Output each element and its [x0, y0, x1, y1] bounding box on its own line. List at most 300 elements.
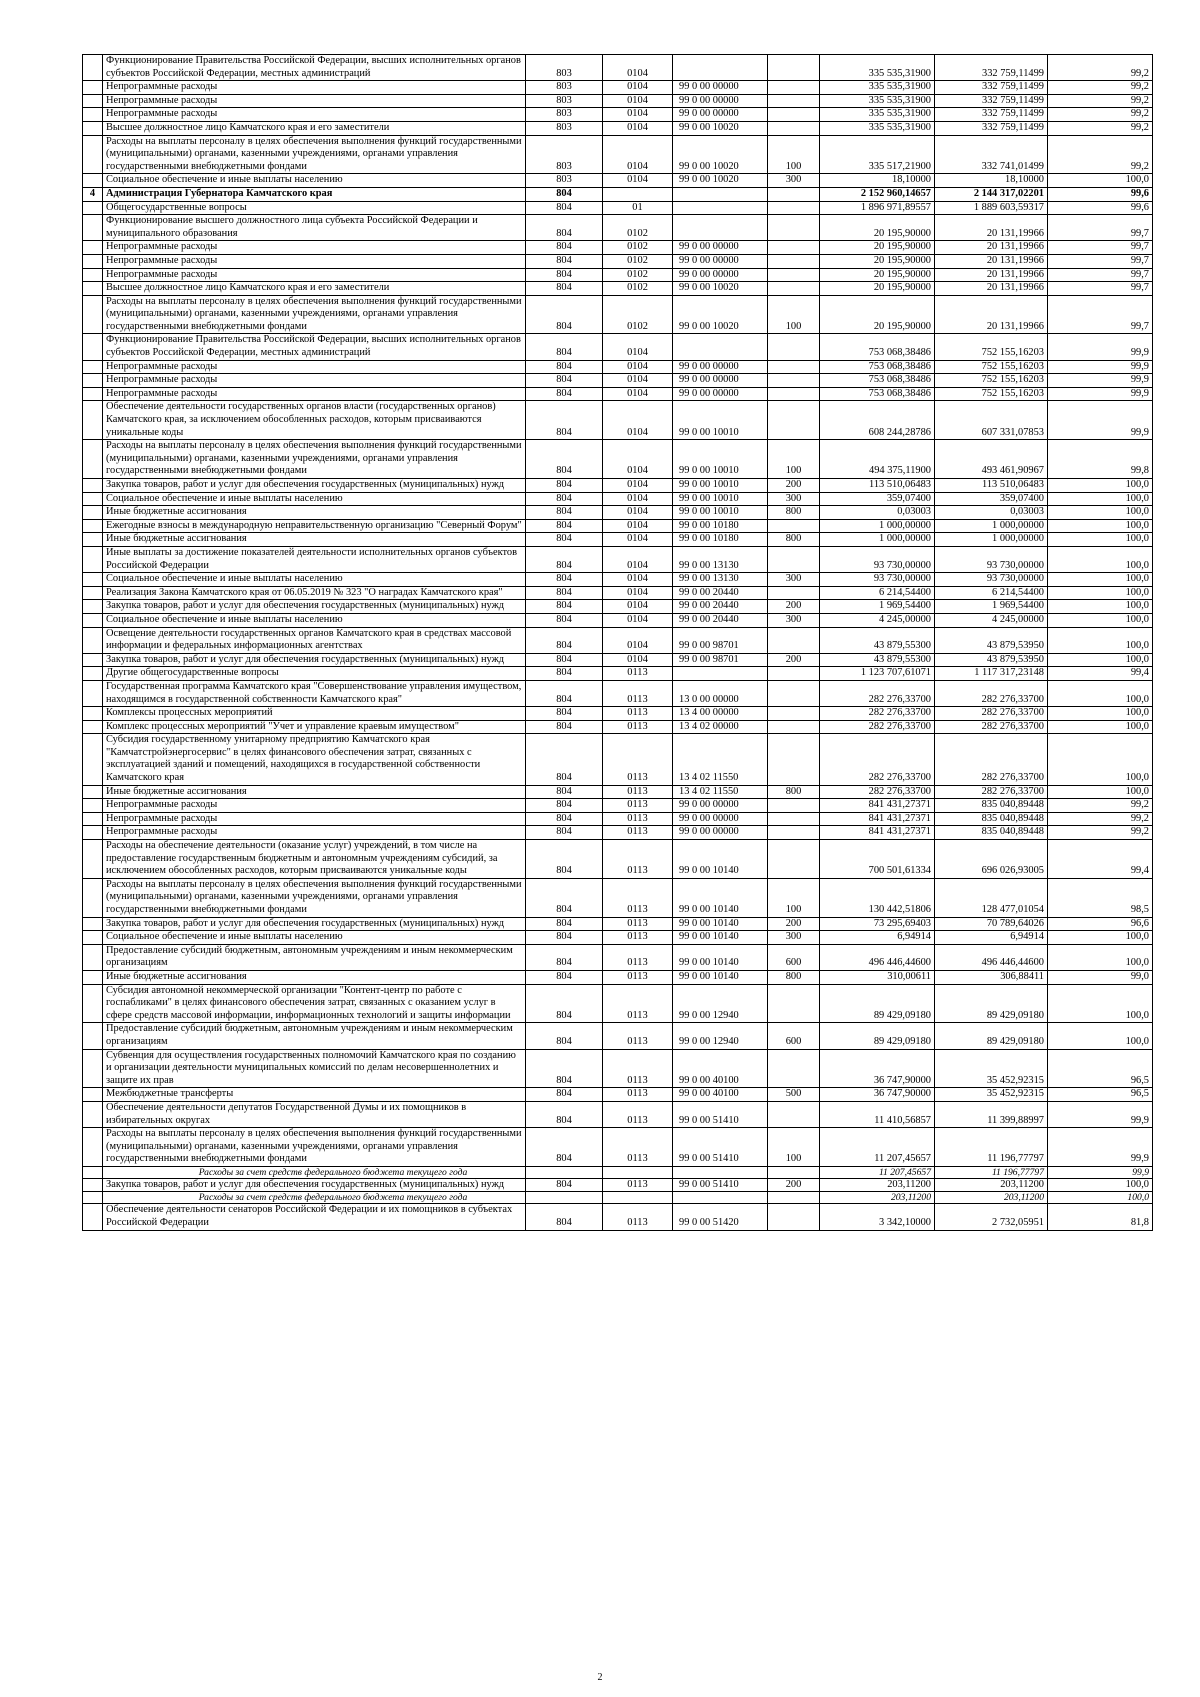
target-article-cell: 99 0 00 00000	[673, 826, 768, 840]
expense-name-cell: Обеспечение деятельности государственных органов власти (государственных органов) Камчатского края, за исключением обособленных расходов, которым присваиваются уникальные коды	[103, 401, 526, 440]
execution-percent-cell: 100,0	[1048, 785, 1153, 799]
target-article-cell: 99 0 00 10010	[673, 479, 768, 493]
section-code-cell: 0113	[603, 917, 673, 931]
table-row	[83, 970, 1153, 984]
expense-type-cell	[768, 1204, 820, 1230]
table-row	[83, 1166, 1153, 1178]
target-article-cell: 99 0 00 00000	[673, 94, 768, 108]
target-article-cell: 99 0 00 10020	[673, 121, 768, 135]
target-article-cell: 99 0 00 00000	[673, 812, 768, 826]
section-code-cell: 0113	[603, 720, 673, 734]
expense-type-cell	[768, 840, 820, 879]
plan-amount-cell: 1 000,00000	[820, 519, 935, 533]
target-article-cell: 99 0 00 13130	[673, 573, 768, 587]
target-article-cell: 13 4 02 11550	[673, 785, 768, 799]
grbs-code-cell: 804	[526, 479, 603, 493]
section-code-cell: 0104	[603, 492, 673, 506]
section-code-cell: 0113	[603, 1049, 673, 1088]
plan-amount-cell: 11 207,45657	[820, 1166, 935, 1178]
row-number-cell	[83, 1101, 103, 1127]
target-article-cell: 99 0 00 12940	[673, 1023, 768, 1049]
execution-percent-cell: 99,4	[1048, 667, 1153, 681]
row-number-cell	[83, 734, 103, 785]
execution-percent-cell: 96,5	[1048, 1049, 1153, 1088]
plan-amount-cell: 89 429,09180	[820, 984, 935, 1023]
expense-type-cell	[768, 215, 820, 241]
table-row	[83, 878, 1153, 917]
expense-name-cell: Непрограммные расходы	[103, 799, 526, 813]
fact-amount-cell: 20 131,19966	[935, 215, 1048, 241]
expense-name-cell: Расходы на выплаты персоналу в целях обеспечения выполнения функций государственными (муниципальными) органами, казенными учреждениями, органами управления государственными внебюджетными фондами	[103, 135, 526, 174]
plan-amount-cell: 282 276,33700	[820, 707, 935, 721]
grbs-code-cell: 804	[526, 840, 603, 879]
expense-type-cell	[768, 201, 820, 215]
expense-name-cell: Межбюджетные трансферты	[103, 1088, 526, 1102]
table-row	[83, 734, 1153, 785]
fact-amount-cell: 89 429,09180	[935, 1023, 1048, 1049]
table-row	[83, 1049, 1153, 1088]
plan-amount-cell: 494 375,11900	[820, 440, 935, 479]
table-row	[83, 1088, 1153, 1102]
section-code-cell: 0104	[603, 360, 673, 374]
target-article-cell: 99 0 00 10020	[673, 295, 768, 334]
target-article-cell: 13 4 02 11550	[673, 734, 768, 785]
expense-name-cell: Расходы на выплаты персоналу в целях обеспечения выполнения функций государственными (муниципальными) органами, казенными учреждениями, органами управления государственными внебюджетными фондами	[103, 295, 526, 334]
table-row	[83, 174, 1153, 188]
page-number: 2	[597, 1672, 603, 1683]
expense-type-cell	[768, 812, 820, 826]
execution-percent-cell: 99,7	[1048, 241, 1153, 255]
section-code-cell: 0113	[603, 1101, 673, 1127]
expense-name-cell: Расходы за счет средств федерального бюджета текущего года	[103, 1192, 526, 1204]
row-number-cell	[83, 878, 103, 917]
grbs-code-cell: 804	[526, 600, 603, 614]
fact-amount-cell: 20 131,19966	[935, 268, 1048, 282]
row-number-cell	[83, 1204, 103, 1230]
grbs-code-cell: 804	[526, 374, 603, 388]
execution-percent-cell: 100,0	[1048, 627, 1153, 653]
plan-amount-cell: 203,11200	[820, 1178, 935, 1192]
table-row	[83, 519, 1153, 533]
target-article-cell: 99 0 00 10140	[673, 840, 768, 879]
expense-type-cell	[768, 121, 820, 135]
target-article-cell: 99 0 00 98701	[673, 653, 768, 667]
table-row	[83, 360, 1153, 374]
plan-amount-cell: 753 068,38486	[820, 374, 935, 388]
grbs-code-cell: 804	[526, 1128, 603, 1167]
target-article-cell: 99 0 00 00000	[673, 799, 768, 813]
execution-percent-cell: 100,0	[1048, 734, 1153, 785]
target-article-cell: 99 0 00 10180	[673, 533, 768, 547]
execution-percent-cell: 99,2	[1048, 135, 1153, 174]
grbs-code-cell: 804	[526, 878, 603, 917]
fact-amount-cell: 306,88411	[935, 970, 1048, 984]
grbs-code-cell: 804	[526, 799, 603, 813]
table-row	[83, 282, 1153, 296]
table-row	[83, 1204, 1153, 1230]
row-number-cell: 4	[83, 187, 103, 201]
fact-amount-cell: 113 510,06483	[935, 479, 1048, 493]
section-code-cell: 0113	[603, 707, 673, 721]
target-article-cell: 99 0 00 10010	[673, 506, 768, 520]
table-row	[83, 135, 1153, 174]
section-code-cell: 0104	[603, 573, 673, 587]
expense-name-cell: Социальное обеспечение и иные выплаты населению	[103, 573, 526, 587]
plan-amount-cell: 282 276,33700	[820, 734, 935, 785]
target-article-cell: 99 0 00 10020	[673, 282, 768, 296]
row-number-cell	[83, 1128, 103, 1167]
fact-amount-cell: 43 879,53950	[935, 627, 1048, 653]
expense-type-cell: 100	[768, 878, 820, 917]
grbs-code-cell: 804	[526, 492, 603, 506]
plan-amount-cell: 496 446,44600	[820, 944, 935, 970]
target-article-cell	[673, 201, 768, 215]
target-article-cell: 99 0 00 10140	[673, 944, 768, 970]
expense-type-cell	[768, 1192, 820, 1204]
expense-type-cell: 100	[768, 1128, 820, 1167]
expense-name-cell: Иные бюджетные ассигнования	[103, 506, 526, 520]
expense-name-cell: Субсидия автономной некоммерческой организации "Контент-центр по работе с госпабликами" в целях финансового обеспечения затрат, связанных с оказанием услуг в сфере средств массовой информации, информационных технологий и защиты информации	[103, 984, 526, 1023]
expense-name-cell: Социальное обеспечение и иные выплаты населению	[103, 174, 526, 188]
section-code-cell: 0104	[603, 135, 673, 174]
expense-name-cell: Закупка товаров, работ и услуг для обеспечения государственных (муниципальных) нужд	[103, 1178, 526, 1192]
target-article-cell	[673, 215, 768, 241]
expense-type-cell	[768, 108, 820, 122]
expense-name-cell: Непрограммные расходы	[103, 826, 526, 840]
plan-amount-cell: 359,07400	[820, 492, 935, 506]
execution-percent-cell: 99,7	[1048, 295, 1153, 334]
grbs-code-cell: 804	[526, 1101, 603, 1127]
target-article-cell: 99 0 00 20440	[673, 613, 768, 627]
expense-name-cell: Расходы на выплаты персоналу в целях обеспечения выполнения функций государственными (муниципальными) органами, казенными учреждениями, органами управления государственными внебюджетными фондами	[103, 440, 526, 479]
table-row	[83, 1178, 1153, 1192]
section-code-cell: 0113	[603, 1023, 673, 1049]
expense-name-cell: Высшее должностное лицо Камчатского края и его заместители	[103, 121, 526, 135]
execution-percent-cell: 99,7	[1048, 282, 1153, 296]
table-row	[83, 334, 1153, 360]
plan-amount-cell: 4 245,00000	[820, 613, 935, 627]
grbs-code-cell: 804	[526, 334, 603, 360]
row-number-cell	[83, 108, 103, 122]
table-row	[83, 944, 1153, 970]
execution-percent-cell: 100,0	[1048, 931, 1153, 945]
fact-amount-cell: 93 730,00000	[935, 546, 1048, 572]
fact-amount-cell: 282 276,33700	[935, 785, 1048, 799]
grbs-code-cell: 804	[526, 1178, 603, 1192]
expense-type-cell	[768, 707, 820, 721]
expense-type-cell: 200	[768, 653, 820, 667]
table-row	[83, 680, 1153, 706]
expense-type-cell: 200	[768, 479, 820, 493]
section-code-cell: 0113	[603, 826, 673, 840]
table-row	[83, 295, 1153, 334]
section-code-cell: 0113	[603, 1178, 673, 1192]
grbs-code-cell: 804	[526, 254, 603, 268]
section-code-cell: 0113	[603, 1088, 673, 1102]
table-row	[83, 121, 1153, 135]
grbs-code-cell	[526, 1192, 603, 1204]
execution-percent-cell: 100,0	[1048, 680, 1153, 706]
expense-type-cell	[768, 360, 820, 374]
expense-name-cell: Комплексы процессных мероприятий	[103, 707, 526, 721]
row-number-cell	[83, 1088, 103, 1102]
plan-amount-cell: 130 442,51806	[820, 878, 935, 917]
expense-name-cell: Иные выплаты за достижение показателей деятельности исполнительных органов субъектов Российской Федерации	[103, 546, 526, 572]
fact-amount-cell: 2 144 317,02201	[935, 187, 1048, 201]
section-code-cell: 0113	[603, 878, 673, 917]
execution-percent-cell: 100,0	[1048, 707, 1153, 721]
section-code-cell	[603, 187, 673, 201]
grbs-code-cell: 804	[526, 295, 603, 334]
fact-amount-cell: 332 759,11499	[935, 55, 1048, 81]
table-row	[83, 187, 1153, 201]
plan-amount-cell: 282 276,33700	[820, 785, 935, 799]
execution-percent-cell: 99,8	[1048, 440, 1153, 479]
plan-amount-cell: 335 535,31900	[820, 55, 935, 81]
grbs-code-cell: 804	[526, 573, 603, 587]
expense-name-cell: Реализация Закона Камчатского края от 06.05.2019 № 323 "О наградах Камчатского края"	[103, 586, 526, 600]
table-row	[83, 479, 1153, 493]
plan-amount-cell: 20 195,90000	[820, 282, 935, 296]
table-row	[83, 241, 1153, 255]
section-code-cell: 0104	[603, 519, 673, 533]
execution-percent-cell: 100,0	[1048, 506, 1153, 520]
table-row	[83, 1128, 1153, 1167]
row-number-cell	[83, 931, 103, 945]
fact-amount-cell: 203,11200	[935, 1192, 1048, 1204]
grbs-code-cell: 804	[526, 187, 603, 201]
expense-name-cell: Другие общегосударственные вопросы	[103, 667, 526, 681]
expense-type-cell	[768, 519, 820, 533]
fact-amount-cell: 20 131,19966	[935, 282, 1048, 296]
expense-type-cell	[768, 241, 820, 255]
fact-amount-cell: 282 276,33700	[935, 734, 1048, 785]
section-code-cell: 0104	[603, 387, 673, 401]
row-number-cell	[83, 970, 103, 984]
execution-percent-cell: 96,5	[1048, 1088, 1153, 1102]
expense-name-cell: Непрограммные расходы	[103, 108, 526, 122]
row-number-cell	[83, 440, 103, 479]
expense-type-cell: 600	[768, 944, 820, 970]
plan-amount-cell: 203,11200	[820, 1192, 935, 1204]
target-article-cell: 13 0 00 00000	[673, 680, 768, 706]
execution-percent-cell: 100,0	[1048, 1192, 1153, 1204]
fact-amount-cell: 43 879,53950	[935, 653, 1048, 667]
execution-percent-cell: 99,2	[1048, 94, 1153, 108]
expense-type-cell: 800	[768, 506, 820, 520]
grbs-code-cell: 803	[526, 121, 603, 135]
section-code-cell	[603, 1166, 673, 1178]
table-row	[83, 268, 1153, 282]
row-number-cell	[83, 546, 103, 572]
fact-amount-cell: 332 759,11499	[935, 108, 1048, 122]
fact-amount-cell: 359,07400	[935, 492, 1048, 506]
grbs-code-cell: 804	[526, 387, 603, 401]
execution-percent-cell: 99,2	[1048, 81, 1153, 95]
execution-percent-cell: 100,0	[1048, 1023, 1153, 1049]
target-article-cell: 99 0 00 51410	[673, 1101, 768, 1127]
row-number-cell	[83, 826, 103, 840]
grbs-code-cell: 804	[526, 653, 603, 667]
execution-percent-cell: 99,2	[1048, 826, 1153, 840]
execution-percent-cell: 100,0	[1048, 573, 1153, 587]
execution-percent-cell: 100,0	[1048, 492, 1153, 506]
plan-amount-cell: 310,00611	[820, 970, 935, 984]
section-code-cell: 0104	[603, 533, 673, 547]
section-code-cell: 0104	[603, 600, 673, 614]
table-row	[83, 573, 1153, 587]
target-article-cell: 99 0 00 00000	[673, 108, 768, 122]
expense-name-cell: Закупка товаров, работ и услуг для обеспечения государственных (муниципальных) нужд	[103, 653, 526, 667]
expense-name-cell: Социальное обеспечение и иные выплаты населению	[103, 931, 526, 945]
expense-type-cell	[768, 334, 820, 360]
target-article-cell	[673, 55, 768, 81]
target-article-cell: 99 0 00 10010	[673, 440, 768, 479]
plan-amount-cell: 335 535,31900	[820, 94, 935, 108]
expense-type-cell: 300	[768, 492, 820, 506]
fact-amount-cell: 1 969,54400	[935, 600, 1048, 614]
row-number-cell	[83, 799, 103, 813]
fact-amount-cell: 752 155,16203	[935, 374, 1048, 388]
section-code-cell: 0102	[603, 295, 673, 334]
table-row	[83, 1192, 1153, 1204]
table-row	[83, 254, 1153, 268]
row-number-cell	[83, 680, 103, 706]
row-number-cell	[83, 840, 103, 879]
expense-name-cell: Функционирование Правительства Российской Федерации, высших исполнительных органов субъектов Российской Федерации, местных администраций	[103, 334, 526, 360]
grbs-code-cell: 804	[526, 667, 603, 681]
plan-amount-cell: 335 535,31900	[820, 121, 935, 135]
fact-amount-cell: 1 000,00000	[935, 533, 1048, 547]
grbs-code-cell: 804	[526, 1088, 603, 1102]
section-code-cell: 0102	[603, 215, 673, 241]
row-number-cell	[83, 720, 103, 734]
section-code-cell: 01	[603, 201, 673, 215]
expense-type-cell	[768, 94, 820, 108]
target-article-cell: 99 0 00 51410	[673, 1128, 768, 1167]
section-code-cell: 0113	[603, 944, 673, 970]
execution-percent-cell: 99,6	[1048, 201, 1153, 215]
expense-type-cell	[768, 374, 820, 388]
section-code-cell	[603, 1192, 673, 1204]
row-number-cell	[83, 201, 103, 215]
expense-name-cell: Предоставление субсидий бюджетным, автономным учреждениям и иным некоммерческим организациям	[103, 1023, 526, 1049]
target-article-cell	[673, 1192, 768, 1204]
target-article-cell: 99 0 00 00000	[673, 374, 768, 388]
plan-amount-cell: 73 295,69403	[820, 917, 935, 931]
grbs-code-cell: 804	[526, 533, 603, 547]
row-number-cell	[83, 573, 103, 587]
target-article-cell: 99 0 00 51410	[673, 1178, 768, 1192]
grbs-code-cell: 804	[526, 720, 603, 734]
expense-name-cell: Непрограммные расходы	[103, 812, 526, 826]
table-row	[83, 600, 1153, 614]
fact-amount-cell: 11 196,77797	[935, 1128, 1048, 1167]
section-code-cell: 0113	[603, 812, 673, 826]
grbs-code-cell: 804	[526, 826, 603, 840]
plan-amount-cell: 2 152 960,14657	[820, 187, 935, 201]
grbs-code-cell: 804	[526, 680, 603, 706]
expense-name-cell: Закупка товаров, работ и услуг для обеспечения государственных (муниципальных) нужд	[103, 600, 526, 614]
plan-amount-cell: 841 431,27371	[820, 812, 935, 826]
fact-amount-cell: 11 196,77797	[935, 1166, 1048, 1178]
table-row	[83, 374, 1153, 388]
row-number-cell	[83, 1192, 103, 1204]
fact-amount-cell: 696 026,93005	[935, 840, 1048, 879]
row-number-cell	[83, 653, 103, 667]
row-number-cell	[83, 174, 103, 188]
expense-type-cell: 200	[768, 1178, 820, 1192]
expense-name-cell: Высшее должностное лицо Камчатского края и его заместители	[103, 282, 526, 296]
expense-name-cell: Расходы за счет средств федерального бюджета текущего года	[103, 1166, 526, 1178]
table-row	[83, 492, 1153, 506]
fact-amount-cell: 835 040,89448	[935, 799, 1048, 813]
row-number-cell	[83, 401, 103, 440]
target-article-cell: 99 0 00 10180	[673, 519, 768, 533]
fact-amount-cell: 128 477,01054	[935, 878, 1048, 917]
table-row	[83, 81, 1153, 95]
section-code-cell: 0102	[603, 282, 673, 296]
section-code-cell: 0104	[603, 479, 673, 493]
row-number-cell	[83, 241, 103, 255]
execution-percent-cell: 100,0	[1048, 653, 1153, 667]
target-article-cell: 99 0 00 00000	[673, 387, 768, 401]
fact-amount-cell: 203,11200	[935, 1178, 1048, 1192]
expense-type-cell	[768, 720, 820, 734]
section-code-cell: 0102	[603, 268, 673, 282]
expense-name-cell: Расходы на выплаты персоналу в целях обеспечения выполнения функций государственными (муниципальными) органами, казенными учреждениями, органами управления государственными внебюджетными фондами	[103, 878, 526, 917]
grbs-code-cell: 804	[526, 970, 603, 984]
fact-amount-cell: 35 452,92315	[935, 1088, 1048, 1102]
execution-percent-cell: 99,9	[1048, 1101, 1153, 1127]
grbs-code-cell: 804	[526, 1204, 603, 1230]
section-code-cell: 0113	[603, 667, 673, 681]
execution-percent-cell: 100,0	[1048, 613, 1153, 627]
target-article-cell: 99 0 00 98701	[673, 627, 768, 653]
expense-type-cell: 800	[768, 533, 820, 547]
expense-name-cell: Обеспечение деятельности сенаторов Российской Федерации и их помощников в субъектах Российской Федерации	[103, 1204, 526, 1230]
plan-amount-cell: 282 276,33700	[820, 720, 935, 734]
plan-amount-cell: 753 068,38486	[820, 387, 935, 401]
target-article-cell: 99 0 00 20440	[673, 586, 768, 600]
row-number-cell	[83, 55, 103, 81]
target-article-cell: 99 0 00 00000	[673, 254, 768, 268]
expense-type-cell: 200	[768, 917, 820, 931]
fact-amount-cell: 496 446,44600	[935, 944, 1048, 970]
section-code-cell: 0113	[603, 734, 673, 785]
budget-table	[82, 54, 1153, 1231]
row-number-cell	[83, 135, 103, 174]
expense-type-cell	[768, 680, 820, 706]
row-number-cell	[83, 254, 103, 268]
row-number-cell	[83, 1049, 103, 1088]
expense-type-cell	[768, 1049, 820, 1088]
target-article-cell: 99 0 00 13130	[673, 546, 768, 572]
section-code-cell: 0113	[603, 931, 673, 945]
grbs-code-cell: 804	[526, 586, 603, 600]
execution-percent-cell: 99,2	[1048, 55, 1153, 81]
execution-percent-cell: 99,9	[1048, 387, 1153, 401]
expense-type-cell	[768, 387, 820, 401]
plan-amount-cell: 43 879,55300	[820, 627, 935, 653]
expense-name-cell: Функционирование высшего должностного лица субъекта Российской Федерации и муниципального образования	[103, 215, 526, 241]
expense-name-cell: Непрограммные расходы	[103, 254, 526, 268]
fact-amount-cell: 35 452,92315	[935, 1049, 1048, 1088]
plan-amount-cell: 3 342,10000	[820, 1204, 935, 1230]
grbs-code-cell: 804	[526, 785, 603, 799]
execution-percent-cell: 81,8	[1048, 1204, 1153, 1230]
expense-type-cell	[768, 667, 820, 681]
